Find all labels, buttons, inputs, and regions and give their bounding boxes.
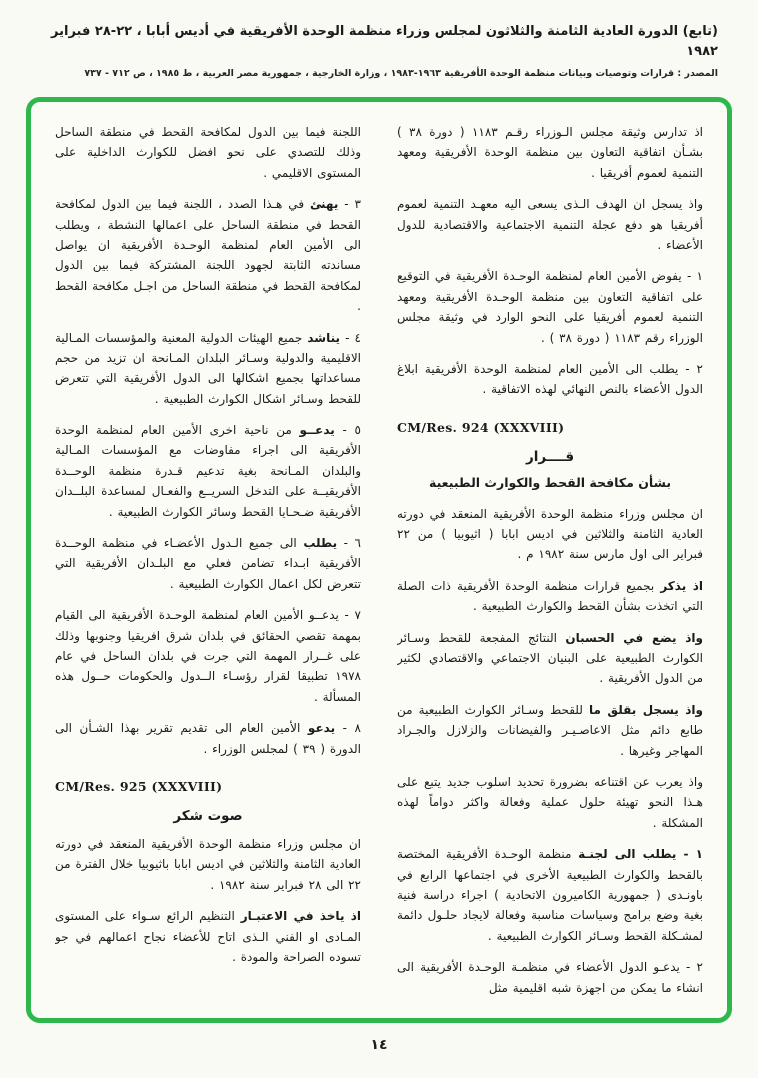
text: ان مجلس وزراء منظمة الوحدة الأفريقية المنعقد في دورته العادية الثامنة والثلاثين في اديس ابابا باثيوبيا خلال الفترة من ٢٢ الى ٢٨ فبراير سنة ١٩٨٢ .	[55, 836, 361, 892]
text: بجميع قرارات منظمة الوحدة الأفريقية ذات الصلة التي اتخذت بشأن القحط والكوارث الطبيعية .	[397, 578, 703, 614]
paragraph	[397, 844, 703, 946]
text: اذ تدارس وثيقة مجلس الـوزراء رقـم ١١٨٣ ( دورة ٣٨ ) بشـأن اتفاقية التعاون بين منظمة الوحدة الأفريقية ومعهد التنمية لعموم أفريقيا .	[397, 125, 703, 180]
page-footer	[26, 1023, 732, 1053]
text: CM/Res. 924 (XXXVIII)	[397, 419, 565, 435]
paragraph	[55, 533, 361, 594]
text-column-right	[397, 122, 703, 998]
text: واذ يسجل ان الهدف الـذى يسعى اليه معهـد التنمية لعموم أفريقيا هو دفع عجلة التنمية الاجتماعية والاقتصادية للدول الأعضاء .	[397, 197, 703, 252]
paragraph	[397, 700, 703, 761]
paragraph	[55, 605, 361, 707]
paragraph	[55, 834, 361, 895]
text: ٢ - يدعـو الدول الأعضاء في منظمـة الوحـدة الأفريقية الى انشاء ما يمكن من اجهزة شبه اقليمية مثل	[397, 960, 703, 995]
paragraph	[55, 420, 361, 522]
text-column-left	[55, 122, 361, 998]
columns	[55, 122, 703, 998]
header-source-note: المصدر : قرارات وتوصيات وبيانات منظمة الوحدة الأفريقية ١٩٦٣-١٩٨٣ ، وزارة الخارجية ، جمهورية مصر العربية ، ط ١٩٨٥ ، ص ٧١٢ - ٧٣٧	[84, 68, 718, 79]
paragraph	[397, 194, 703, 255]
text: اللجنة فيما بين الدول لمكافحة القحط في منطقة الساحل وذلك للتصدي على نحو افضل للكوارث الداخلية على المستوى الاقليمي .	[55, 125, 361, 180]
text: ٧ - يدعــو الأمين العام لمنظمة الوحـدة الأفريقية الى القيام بمهمة تقصي الحقائق في بلدان شرق افريقيا وجنوبها وذلك على غــرار المهمة التي جرت في بلدان الساحل في عام ١٩٧٨ تطبيقا لقرار رؤسـاء الــدول والحكومات حــول هذه المسألة .	[55, 608, 361, 704]
resolution-number	[55, 779, 361, 794]
paragraph	[55, 328, 361, 410]
page-header	[26, 22, 732, 91]
text: الى جميع الـدول الأعضـاء في منظمة الوحــدة الأفريقية ابـداء تضامن فعلي مع البلـدان الأفريقية التي تتعرض لكل اعمال الكوارث الطبيعية .	[55, 536, 361, 591]
paragraph	[55, 718, 361, 759]
text: ٨ -	[335, 721, 361, 736]
text: النتائج المفجعة للقحط وسـائر الكوارث الطبيعية على البنيان الاجتماعي والاقتصادي لكثير من الدول الأفريقية .	[397, 630, 703, 686]
text: واذ يعرب عن اقتناعه بضرورة تحديد اسلوب جديد يتبع على هـذا النحو تهيئة حلول عملية وفعالة واكثر دواماً لهذه المشكلة .	[397, 774, 703, 830]
resolution-heading	[55, 808, 361, 824]
text: جميع الهيئات الدولية المعنية والمؤسسات المـالية الاقليمية والدولية وسـائر البلدان المـانحة ان تزيد من حجم مساعداتها بجميع اشكالها الى الدول الأفريقية التي تتعرض للقحط وسـائر اشكال الكوارث الطبيعية .	[55, 330, 361, 406]
paragraph	[397, 772, 703, 833]
resolution-heading	[397, 449, 703, 465]
paragraph	[55, 906, 361, 967]
bold-text: واذ يضع في الحسبان	[565, 630, 703, 645]
bold-text: ١ - يطلب الى لجنـة	[578, 847, 703, 862]
bold-text: اذ يذكر	[660, 578, 703, 593]
text: بشأن مكافحة القحط والكوارث الطبيعية	[428, 474, 672, 490]
text: الأمين العام الى تقديم تقرير بهذا الشـأن الى الدورة ( ٣٩ ) لمجلس الوزراء .	[55, 721, 361, 756]
paragraph	[55, 194, 361, 316]
text: ١ - يفوض الأمين العام لمنظمة الوحـدة الأفريقية في التوقيع على اتفاقية التعاون بين منظمة الوحـدة الأفريقية ومعهد التنمية لعموم أفريقيا على النحو الوارد في وثيقة مجلس الوزراء رقم ١١٨٣ ( دورة ٣٨ ) .	[397, 269, 703, 345]
paragraph	[397, 628, 703, 689]
header-session-title: (تابع) الدورة العادية الثامنة والثلاثون لمجلس وزراء منظمة الوحدة الأفريقية في أديس أبابا ، ٢٢-٢٨ فبراير ١٩٨٢	[51, 24, 718, 59]
bold-text: يدعــو	[299, 423, 335, 438]
text: ٤ -	[340, 330, 361, 345]
paragraph	[55, 122, 361, 183]
text: ان مجلس وزراء منظمة الوحدة الأفريقية المنعقد في دورته العادية الثامنة والثلاثين في اديس ابابا ( اثيوبيا ) من ٢٢ فبراير الى اول مارس سنة ١٩٨٢ م .	[397, 506, 703, 562]
bold-text: يطلب	[303, 536, 338, 551]
paragraph	[397, 359, 703, 400]
text: ٥ -	[334, 423, 361, 438]
paragraph	[397, 957, 703, 998]
text: صوت شكر	[173, 807, 243, 824]
text: من ناحية اخرى الأمين العام لمنظمة الوحدة الأفريقية الى اجراء مفاوضات مع المؤسسات المـالية والبلدان المـانحة بغية تدعيم قـدرة منظمة الوحــدة الأفريقيــة على التدخل السريــع والفعـال لمساعدة البلــدان الأفريقية ضـحـايا القحط وسائر الكوارث الطبيعية .	[55, 423, 361, 519]
resolution-number	[397, 420, 703, 435]
content-frame	[26, 97, 732, 1023]
text: ٦ -	[337, 536, 361, 551]
bold-text: اذ ياخذ في الاعتبـار	[240, 909, 361, 924]
paragraph	[397, 122, 703, 183]
resolution-subject	[397, 475, 703, 490]
text: منظمة الوحـدة الأفريقية المختصة بالقحط والكوارث الطبيعية الأخرى في اجتماعها الرابع في باونـدى ( جمهورية الكاميرون الاتحادية ) اجراء دراسة فنية بغية وضع برامج وسياسات مناسبة وفعالة لايجاد حلـول دائمة لمشـكلة القحط وسـائر الكوارث الطبيعية .	[397, 847, 703, 943]
bold-text: يناشد	[307, 330, 340, 345]
text: التنظيم الرائع سـواء على المستوى المـادى او الفني الـذى اتاح للأعضاء نجاح اعمالهم في جو تسوده الصراحة والمودة .	[55, 909, 361, 964]
text: في هـذا الصدد ، اللجنة فيما بين الدول لمكافحة القحط في منطقة الساحل على اعمالها النشطة ، ويطلب الى الأمين العام لمنظمة الوحـدة الأفريقية ان يواصل مساندته الثابتة لجهود اللجنة المشتركة فيما بين الدول لمكافحة القحط في منطقة الساحل من اجـل مكافحة القحط .	[55, 197, 361, 314]
page-number: ١٤	[370, 1037, 388, 1053]
text: ٢ - يطلب الى الأمين العام لمنظمة الوحدة الأفريقية ابلاغ الدول الأعضاء بالنص النهائي لهذه الاتفاقية .	[397, 361, 703, 397]
paragraph	[397, 266, 703, 348]
bold-text: يدعو	[307, 721, 336, 736]
text: قــــرار	[525, 448, 575, 465]
text: ٣ -	[338, 197, 361, 212]
paragraph	[397, 576, 703, 617]
text: للقحط وسـائر الكوارث الطبيعية من طابع دائم مثل الاعاصـيـر والفيضانات والزلازل والجـراد المهاجر وغيرها .	[397, 702, 703, 758]
paragraph	[397, 504, 703, 565]
text: CM/Res. 925 (XXXVIII)	[55, 778, 223, 794]
bold-text: يهنئ	[310, 197, 339, 212]
bold-text: واذ يسجل بقلق ما	[589, 702, 703, 717]
